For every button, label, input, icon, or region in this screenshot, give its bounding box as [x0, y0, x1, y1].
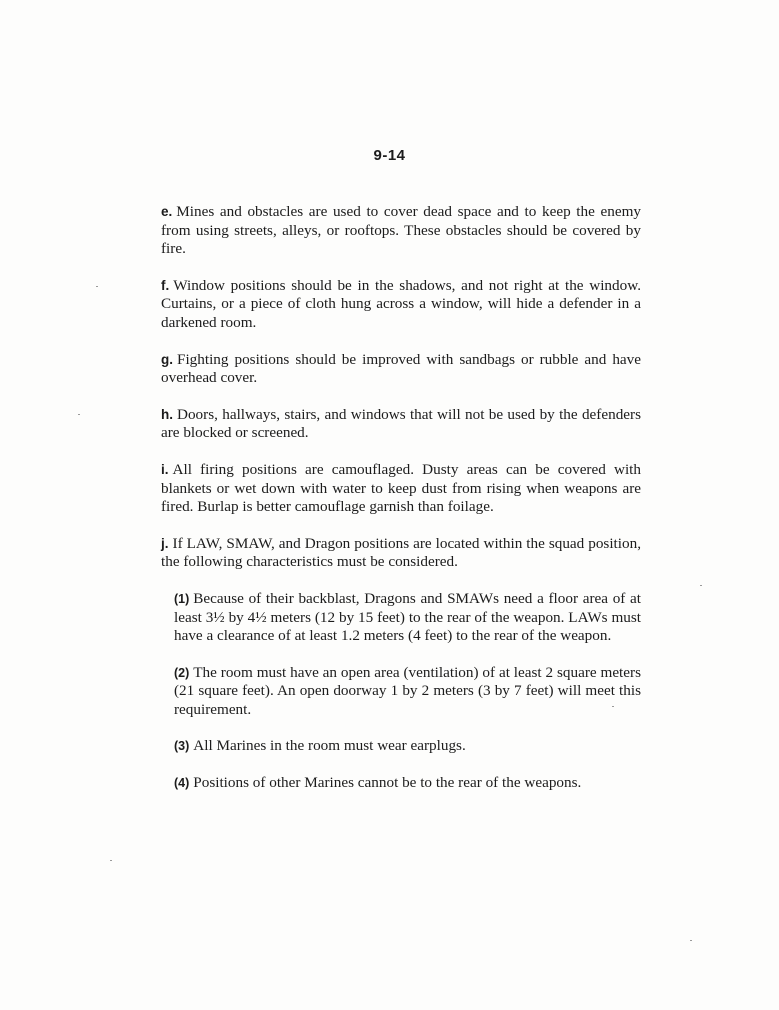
- scan-speck: [110, 860, 112, 861]
- paragraph-marker: h.: [161, 406, 173, 422]
- paragraph-marker: j.: [161, 535, 169, 551]
- subparagraph-marker: (1): [174, 591, 190, 606]
- paragraph-g: [161, 351, 641, 388]
- scan-speck: [690, 940, 692, 941]
- subparagraph-2: [174, 664, 641, 720]
- paragraph-marker: f.: [161, 277, 170, 293]
- scan-speck: [78, 414, 80, 415]
- paragraph-text: If LAW, SMAW, and Dragon positions are located within the squad position, the following characteristics must be considered.: [161, 534, 641, 571]
- paragraph-text: Fighting positions should be improved with sandbags or rubble and have overhead cover.: [161, 350, 641, 387]
- paragraph-i: [161, 461, 641, 517]
- paragraph-text: Doors, hallways, stairs, and windows that will not be used by the defenders are blocked or screened.: [161, 405, 641, 442]
- subparagraph-4: [174, 774, 641, 793]
- subparagraph-1: [174, 590, 641, 646]
- subparagraph-3: [174, 737, 641, 756]
- paragraph-marker: g.: [161, 351, 173, 367]
- subparagraph-text: The room must have an open area (ventilation) of at least 2 square meters (21 square feet). An open doorway 1 by 2 meters (3 by 7 feet) will meet this requirement.: [174, 663, 641, 718]
- paragraph-h: [161, 406, 641, 443]
- paragraph-e: [161, 203, 641, 259]
- paragraph-marker: i.: [161, 461, 169, 477]
- subparagraph-marker: (3): [174, 739, 190, 754]
- scan-speck: [612, 706, 614, 707]
- page-body: [161, 203, 641, 811]
- paragraph-j: [161, 535, 641, 572]
- paragraph-text: Mines and obstacles are used to cover dead space and to keep the enemy from using streets, alleys, or rooftops. These obstacles should be covered by fire.: [161, 203, 641, 258]
- paragraph-f: [161, 277, 641, 333]
- subparagraph-text: Positions of other Marines cannot be to the rear of the weapons.: [193, 774, 582, 792]
- paragraph-marker: e.: [161, 204, 173, 219]
- paragraph-text: All firing positions are camouflaged. Dusty areas can be covered with blankets or wet down with water to keep dust from rising when weapons are fired. Burlap is better camouflage garnish than foilage.: [161, 460, 641, 516]
- subparagraph-text: All Marines in the room must wear earplugs.: [193, 737, 466, 755]
- subparagraph-marker: (2): [174, 665, 190, 680]
- subparagraph-text: Because of their backblast, Dragons and SMAWs need a floor area of at least 3½ by 4½ meters (12 by 15 feet) to the rear of the weapon. LAWs must have a clearance of at least 1.2 meters (4 feet) to the rear of the weapon.: [174, 589, 641, 645]
- scan-speck: [700, 585, 702, 586]
- scan-speck: [96, 286, 98, 287]
- paragraph-text: Window positions should be in the shadows, and not right at the window. Curtains, or a piece of cloth hung across a window, will hide a defender in a darkened room.: [161, 276, 641, 331]
- subparagraph-marker: (4): [174, 776, 190, 791]
- page-number: 9-14: [373, 147, 406, 164]
